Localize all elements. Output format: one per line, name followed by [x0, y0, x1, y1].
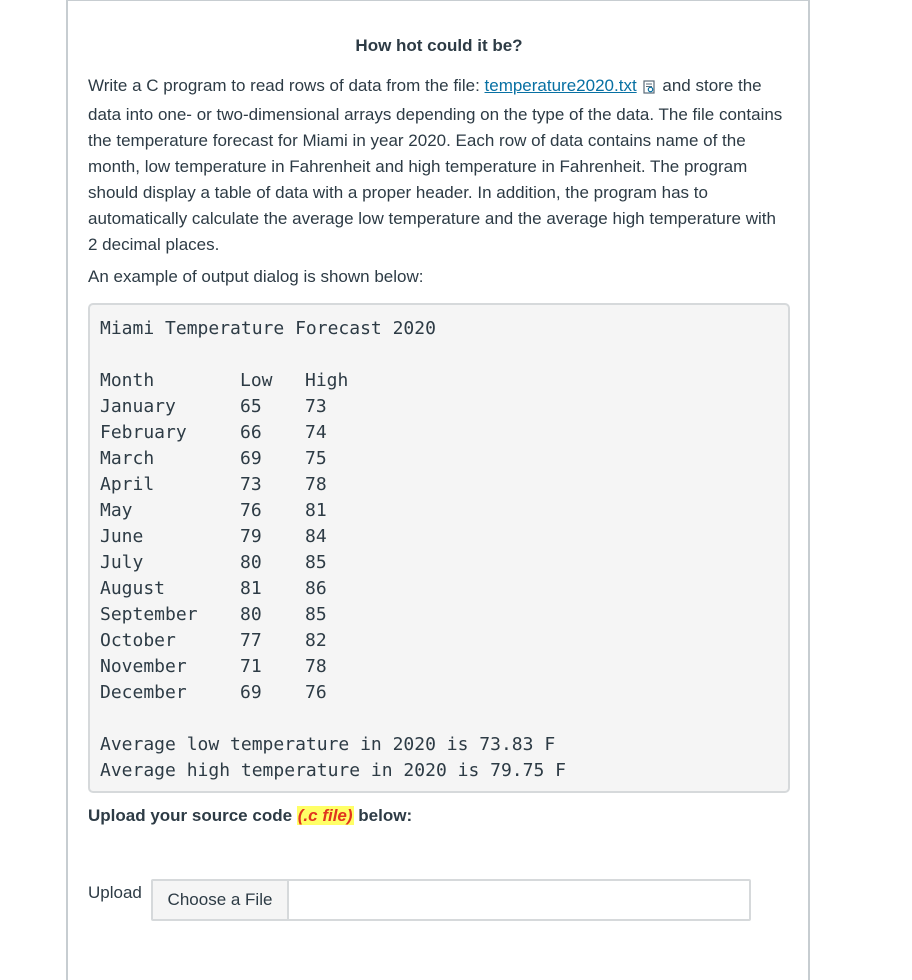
example-label: An example of output dialog is shown below: — [88, 267, 424, 286]
column-header-low: Low — [240, 370, 273, 391]
row-low: 69 — [240, 682, 262, 703]
table-header-row — [90, 368, 788, 394]
row-month: November — [100, 656, 187, 677]
row-high: 85 — [305, 552, 327, 573]
row-month: January — [100, 396, 176, 417]
row-month: October — [100, 630, 176, 651]
row-month: May — [100, 500, 133, 521]
upload-instruction — [88, 806, 412, 826]
row-high: 84 — [305, 526, 327, 547]
table-row — [90, 680, 788, 706]
row-high: 85 — [305, 604, 327, 625]
row-month: March — [100, 448, 155, 469]
row-high: 76 — [305, 682, 327, 703]
table-row — [90, 654, 788, 680]
row-high: 78 — [305, 474, 327, 495]
row-month: April — [100, 474, 155, 495]
row-low: 79 — [240, 526, 262, 547]
row-month: August — [100, 578, 166, 599]
table-row — [90, 550, 788, 576]
output-heading: Miami Temperature Forecast 2020 — [100, 318, 436, 339]
row-high: 73 — [305, 396, 327, 417]
row-low: 73 — [240, 474, 262, 495]
file-link[interactable]: temperature2020.txt — [484, 76, 637, 95]
upload-field-label: Upload — [88, 883, 142, 902]
page-title: How hot could it be? — [355, 36, 523, 55]
upload-instruction-suffix: below: — [353, 806, 413, 825]
paragraph-text-start: Write a C program to read rows of data from the file: — [88, 76, 485, 95]
row-high: 82 — [305, 630, 327, 651]
row-high: 86 — [305, 578, 327, 599]
instructions-paragraph — [88, 73, 788, 258]
upload-instruction-text: Upload your source code — [88, 806, 297, 825]
average-high-line: Average high temperature in 2020 is 79.75 F — [100, 760, 566, 781]
table-row — [90, 472, 788, 498]
file-upload-field[interactable] — [151, 879, 751, 921]
row-month: December — [100, 682, 187, 703]
table-row — [90, 602, 788, 628]
row-low: 66 — [240, 422, 262, 443]
table-row — [90, 420, 788, 446]
row-low: 71 — [240, 656, 262, 677]
row-high: 78 — [305, 656, 327, 677]
row-high: 74 — [305, 422, 327, 443]
row-high: 81 — [305, 500, 327, 521]
table-row — [90, 628, 788, 654]
row-month: June — [100, 526, 144, 547]
table-row — [90, 498, 788, 524]
file-type-highlight: (.c file) — [297, 806, 353, 825]
row-low: 69 — [240, 448, 262, 469]
row-high: 75 — [305, 448, 327, 469]
row-low: 76 — [240, 500, 262, 521]
table-row — [90, 524, 788, 550]
table-row — [90, 576, 788, 602]
column-header-high: High — [305, 370, 349, 391]
example-output-box — [88, 303, 790, 793]
table-row — [90, 394, 788, 420]
average-low-line: Average low temperature in 2020 is 73.83 F — [100, 734, 556, 755]
paragraph-text-end: and store the data into one- or two-dimensional arrays depending on the type of the data. The file contains the temperature forecast for Miami in year 2020. Each row of data contains name of the month, low temperature in Fahrenheit and high temperature in Fahrenheit. The program should display a table of data with a proper header. In addition, the program has to automatically calculate the average low temperature and the average high temperature with 2 decimal places. — [88, 76, 783, 254]
row-low: 81 — [240, 578, 262, 599]
row-low: 80 — [240, 604, 262, 625]
row-month: July — [100, 552, 144, 573]
row-low: 65 — [240, 396, 262, 417]
row-month: February — [100, 422, 187, 443]
row-low: 80 — [240, 552, 262, 573]
choose-file-button[interactable]: Choose a File — [153, 881, 289, 919]
document-preview-icon[interactable] — [643, 76, 656, 102]
column-header-month: Month — [100, 370, 155, 391]
table-row — [90, 446, 788, 472]
row-month: September — [100, 604, 198, 625]
row-low: 77 — [240, 630, 262, 651]
